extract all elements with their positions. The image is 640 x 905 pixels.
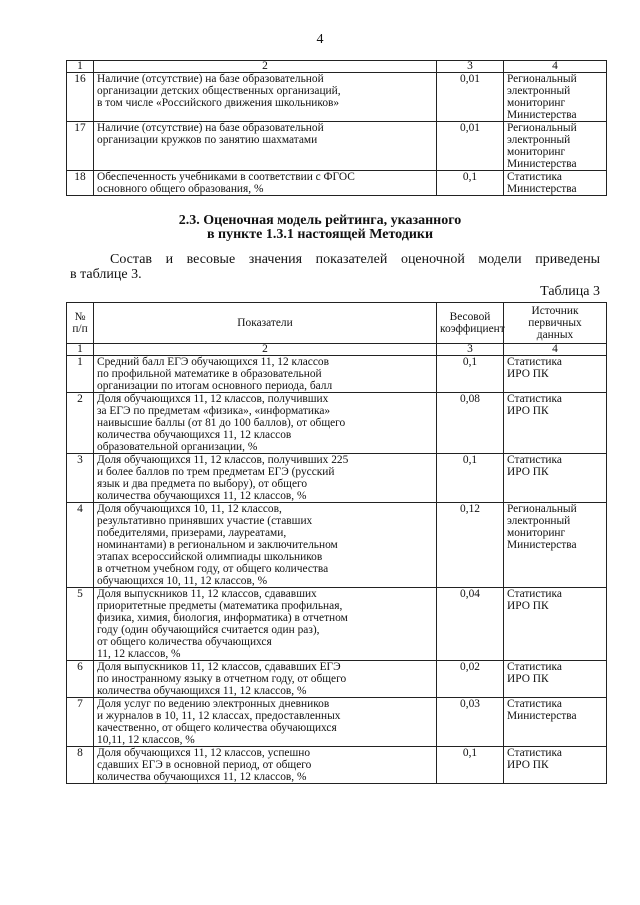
row-number-text: 1 [77,356,83,368]
paragraph-line1: Состав и весовые значения показателей оценочной модели приведены [110,252,600,267]
continuation-table [66,60,607,196]
indicator-text [94,588,437,661]
indicator-text [94,122,437,171]
indicator-text [94,171,437,196]
header-source: Источник первичных данных [504,303,607,344]
indicator-text-text: Обеспеченность учебниками в соответствии с ФГОС основного общего образования, % [97,171,355,195]
data-source-text: Статистика ИРО ПК [507,747,562,771]
data-source [504,698,607,747]
row-number-text: 7 [77,698,83,710]
weight-value-text: 0,04 [460,588,480,600]
row-number-text: 4 [77,503,83,515]
indicator-text-text: Доля обучающихся 11, 12 классов, получивших за ЕГЭ по предметам «физика», «информатика» наивысшие баллы (от 81 до 100 баллов), от общего количества обучающихся 11, 12 классов образовательной организации, % [97,393,346,453]
data-source-text: Региональный электронный мониторинг Министерства [507,503,577,551]
weight-value-text: 0,02 [460,661,480,673]
weight-value [437,393,504,454]
weight-value [437,122,504,171]
row-number-text: 3 [77,454,83,466]
col-number: 4 [504,344,607,356]
col-number: 3 [437,344,504,356]
row-number [67,171,94,196]
row-number-text: 16 [74,73,86,85]
data-source-text: Региональный электронный мониторинг Министерства [507,122,577,170]
row-number [67,73,94,122]
data-source [504,356,607,393]
weight-value-text: 0,08 [460,393,480,405]
indicator-text-text: Доля обучающихся 11, 12 классов, успешно сдавших ЕГЭ в основной период, от общего количества обучающихся 11, 12 классов, % [97,747,312,783]
indicator-text [94,454,437,503]
row-number [67,698,94,747]
row-number [67,503,94,588]
column-numbers-row [67,61,607,73]
data-source [504,171,607,196]
row-number [67,454,94,503]
data-source [504,588,607,661]
table-row [67,73,607,122]
weight-value [437,661,504,698]
data-source [504,454,607,503]
table-row [67,122,607,171]
paragraph-line2: в таблице 3. [70,267,142,282]
data-source [504,747,607,784]
indicator-text-text: Наличие (отсутствие) на базе образовательной организации кружков по занятию шахматами [97,122,324,146]
table-row [67,698,607,747]
section-heading-line2: в пункте 1.3.1 настоящей Методики [206,227,434,242]
indicator-text-text: Наличие (отсутствие) на базе образовательной организации детских общественных организаций, в том числе «Российского движения школьников» [97,73,341,109]
weight-value-text: 0,12 [460,503,480,515]
data-source [504,393,607,454]
weight-value [437,356,504,393]
indicator-text-text: Доля обучающихся 11, 12 классов, получивших 225 и более баллов по трем предметам ЕГЭ (русский язык и два предмета по выбору), от общего количества обучающихся 11, 12 классов, % [97,454,349,502]
weight-value [437,454,504,503]
header-indicators: Показатели [94,303,437,344]
row-number [67,747,94,784]
col-number: 2 [94,344,437,356]
page-number: 4 [316,32,324,47]
section-heading-line1: 2.3. Оценочная модель рейтинга, указанного [178,213,462,228]
weight-value-text: 0,1 [462,454,478,466]
data-source-text: Статистика ИРО ПК [507,393,562,417]
row-number [67,393,94,454]
table-row [67,588,607,661]
data-source-text: Статистика ИРО ПК [507,356,562,380]
indicator-text [94,356,437,393]
weight-value-text: 0,01 [460,73,480,85]
col-number: 4 [504,61,607,73]
col-number: 1 [67,344,94,356]
weight-value-text: 0,03 [460,698,480,710]
indicator-text [94,393,437,454]
header-num: № п/п [67,303,94,344]
row-number [67,356,94,393]
weight-value-text: 0,1 [462,356,478,368]
data-source-text: Статистика ИРО ПК [507,588,562,612]
row-number-text: 5 [77,588,83,600]
row-number-text: 18 [74,171,86,183]
row-number [67,588,94,661]
indicator-text [94,661,437,698]
table-row [67,661,607,698]
table-caption: Таблица 3 [540,284,600,299]
indicator-text [94,503,437,588]
indicator-text [94,73,437,122]
row-number-text: 6 [77,661,83,673]
table-row [67,393,607,454]
weight-value-text: 0,1 [462,171,478,183]
row-number [67,661,94,698]
indicator-text-text: Доля услуг по ведению электронных дневников и журналов в 10, 11, 12 классах, предоставленных качественно, от общего количества обучающихся 10,11, 12 классов, % [97,698,341,746]
col-number: 2 [94,61,437,73]
indicators-table [66,302,607,784]
row-number-text: 8 [77,747,83,759]
data-source [504,661,607,698]
weight-value [437,698,504,747]
weight-value [437,73,504,122]
data-source [504,122,607,171]
weight-value [437,171,504,196]
indicator-text-text: Доля обучающихся 10, 11, 12 классов, результативно принявших участие (ставших победителями, призерами, лауреатами, номинантами) в региональном и заключительном этапах всероссийской олимпиады школьников в отчетном учебном году, от общего количества обучающихся 10, 11, 12 классов, % [97,503,338,587]
weight-value-text: 0,01 [460,122,480,134]
col-number: 3 [437,61,504,73]
data-source [504,503,607,588]
row-number-text: 2 [77,393,83,405]
table-row [67,454,607,503]
data-source-text: Статистика ИРО ПК [507,661,562,685]
weight-value [437,747,504,784]
indicator-text [94,747,437,784]
table-row [67,171,607,196]
data-source-text: Статистика Министерства [507,698,577,722]
column-numbers-row [67,344,607,356]
data-source-text: Статистика ИРО ПК [507,454,562,478]
row-number [67,122,94,171]
indicator-text-text: Доля выпускников 11, 12 классов, сдававших приоритетные предметы (математика профильная, физика, химия, биология, информатика) в отчетном году (один обучающийся считается один раз), от общего количества обучающихся 11, 12 классов, % [97,588,348,660]
table-row [67,747,607,784]
weight-value [437,588,504,661]
data-source-text: Статистика Министерства [507,171,577,195]
data-source [504,73,607,122]
indicator-text-text: Доля выпускников 11, 12 классов, сдававших ЕГЭ по иностранному языку в отчетном году, от общего количества обучающихся 11, 12 классов, % [97,661,347,697]
weight-value-text: 0,1 [462,747,478,759]
col-number: 1 [67,61,94,73]
row-number-text: 17 [74,122,86,134]
indicator-text-text: Средний балл ЕГЭ обучающихся 11, 12 классов по профильной математике в образовательной организации по итогам основного периода, балл [97,356,333,392]
indicator-text [94,698,437,747]
table-row [67,503,607,588]
data-source-text: Региональный электронный мониторинг Министерства [507,73,577,121]
weight-value [437,503,504,588]
header-weight: Весовой коэффициент [437,303,504,344]
table-row [67,356,607,393]
